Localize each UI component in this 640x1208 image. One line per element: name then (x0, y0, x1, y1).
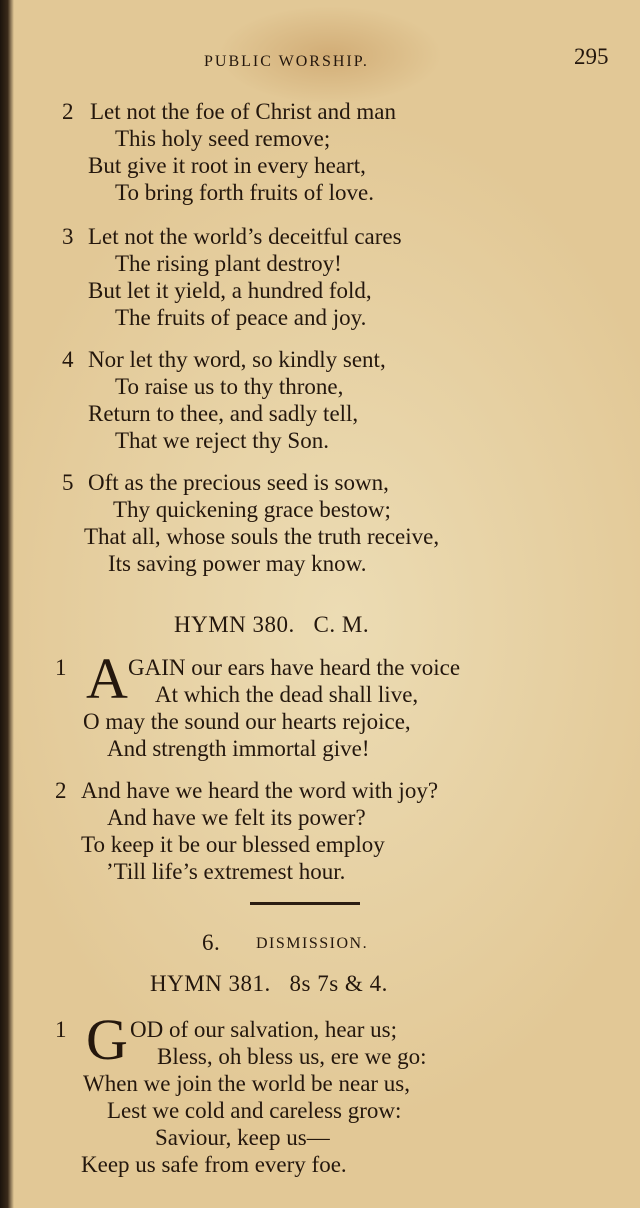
verse-number: 2 (62, 99, 74, 124)
verse-number: 4 (62, 347, 74, 372)
verse-line: When we join the world be near us, (83, 1071, 411, 1096)
hymn-title: HYMN 381. 8s 7s & 4. (150, 971, 388, 996)
verse-line: GAIN our ears have heard the voice (128, 655, 461, 680)
verse-line: But let it yield, a hundred fold, (88, 278, 372, 303)
verse-line: Oft as the precious seed is sown, (88, 470, 389, 495)
verse-line: Nor let thy word, so kindly sent, (88, 347, 386, 372)
verse-number: 1 (55, 655, 67, 680)
hymn-title: HYMN 380. C. M. (174, 612, 370, 637)
verse-line: That all, whose souls the truth receive, (84, 524, 440, 549)
verse-line: Thy quickening grace bestow; (113, 497, 391, 522)
section-number: 6. (202, 930, 221, 955)
verse-line: And strength immortal give! (107, 736, 370, 761)
verse-line: Keep us safe from every foe. (81, 1152, 347, 1177)
verse-line: At which the dead shall live, (155, 682, 419, 707)
section-title: DISMISSION. (256, 935, 369, 952)
verse-line: Saviour, keep us— (155, 1125, 330, 1150)
verse-line: The rising plant destroy! (115, 251, 342, 276)
verse-line: The fruits of peace and joy. (115, 305, 367, 330)
verse-line: That we reject thy Son. (115, 428, 329, 453)
drop-cap: A (86, 646, 128, 711)
verse-line: O may the sound our hearts rejoice, (83, 709, 411, 734)
verse-line: Bless, oh bless us, ere we go: (157, 1044, 427, 1069)
verse-line: But give it root in every heart, (88, 153, 366, 178)
verse-line: ’Till life’s extremest hour. (106, 859, 346, 884)
running-header: PUBLIC WORSHIP. (204, 53, 369, 70)
verse-line: To raise us to thy throne, (115, 374, 344, 399)
verse-line: Let not the world’s deceitful cares (88, 224, 402, 249)
verse-line: And have we heard the word with joy? (81, 778, 439, 803)
verse-number: 5 (62, 470, 74, 495)
verse-line: This holy seed remove; (115, 126, 331, 151)
verse-line: To keep it be our blessed employ (81, 832, 385, 857)
page-number: 295 (574, 44, 609, 69)
verse-line: And have we felt its power? (107, 805, 366, 830)
verse-line: Lest we cold and careless grow: (107, 1098, 402, 1123)
verse-line: Return to thee, and sadly tell, (88, 401, 359, 426)
section-divider (250, 902, 360, 905)
verse-line: To bring forth fruits of love. (115, 180, 375, 205)
verse-number: 2 (55, 778, 67, 803)
drop-cap: G (86, 1007, 128, 1072)
verse-line: Its saving power may know. (108, 551, 367, 576)
verse-number: 3 (62, 224, 74, 249)
verse-line: Let not the foe of Christ and man (90, 99, 396, 124)
verse-line: OD of our salvation, hear us; (130, 1017, 397, 1042)
page-binding-edge (0, 0, 14, 1208)
verse-number: 1 (55, 1017, 67, 1042)
